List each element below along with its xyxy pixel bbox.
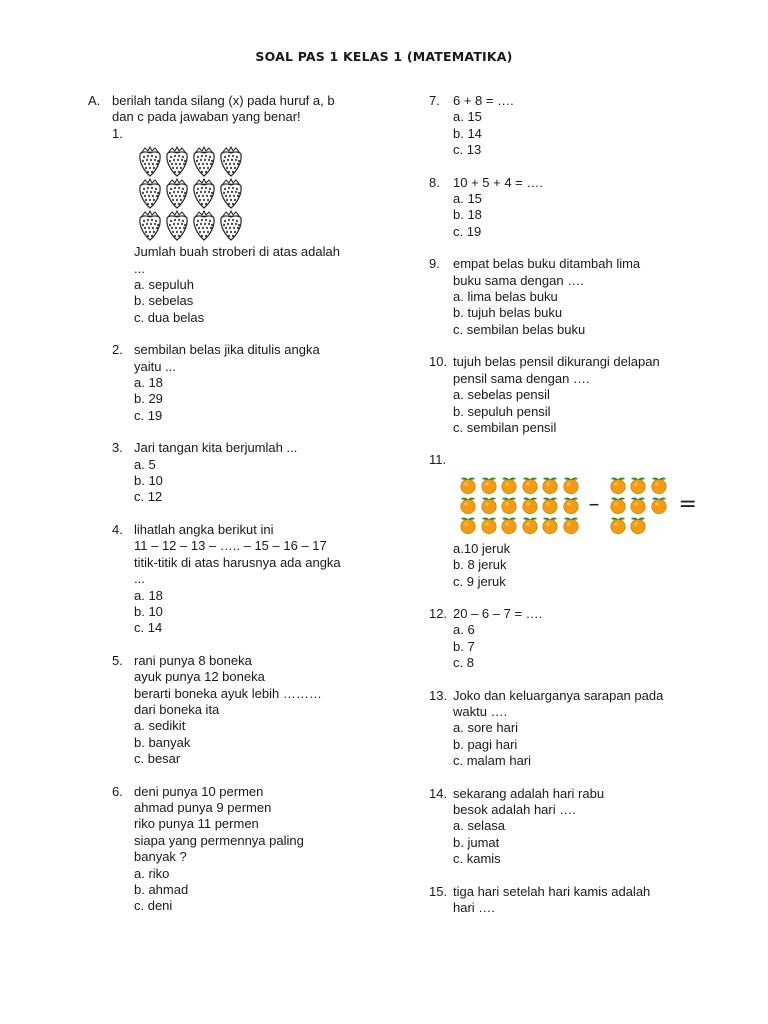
- question-number: 8.: [429, 174, 440, 190]
- orange-group-left: [458, 475, 581, 535]
- orange-icon: [561, 495, 581, 515]
- option-c[interactable]: c. besar: [134, 751, 181, 767]
- question-10: [429, 354, 689, 436]
- orange-icon: [628, 495, 648, 515]
- question-text: 20 – 6 – 7 = ….: [453, 605, 543, 621]
- question-text: besok adalah hari ….: [453, 801, 576, 817]
- option-a[interactable]: a.10 jeruk: [453, 540, 511, 556]
- orange-icon: [540, 475, 560, 495]
- question-text: berarti boneka ayuk lebih ………: [134, 685, 322, 701]
- orange-icon: [561, 515, 581, 535]
- option-b[interactable]: b. 10: [134, 603, 163, 619]
- strawberry-picture: [137, 146, 388, 242]
- question-text: 10 + 5 + 4 = ….: [453, 174, 543, 190]
- question-number: 1.: [112, 125, 123, 141]
- question-1: [112, 126, 388, 326]
- option-b[interactable]: b. ahmad: [134, 882, 189, 898]
- question-number: 13.: [429, 687, 448, 703]
- question-number: 2.: [112, 342, 123, 358]
- orange-icon: [628, 475, 648, 495]
- orange-icon: [499, 515, 519, 535]
- option-a[interactable]: a. 6: [453, 622, 475, 638]
- question-number: 7.: [429, 93, 440, 108]
- strawberry-icon: [137, 178, 163, 210]
- orange-icon: [649, 475, 669, 495]
- strawberry-icon: [218, 146, 244, 178]
- orange-icon: [540, 495, 560, 515]
- question-text: Joko dan keluarganya sarapan pada: [453, 687, 664, 703]
- question-text: rani punya 8 boneka: [134, 652, 252, 668]
- orange-group-right: [608, 475, 669, 535]
- question-11: [429, 452, 697, 590]
- option-a[interactable]: a. 5: [134, 456, 156, 472]
- option-c[interactable]: c. 9 jeruk: [453, 573, 506, 589]
- option-b[interactable]: b. sebelas: [134, 293, 194, 309]
- question-6: [112, 784, 388, 915]
- option-a[interactable]: a. selasa: [453, 818, 506, 834]
- question-text: ...: [134, 260, 145, 276]
- orange-icon: [499, 495, 519, 515]
- option-c[interactable]: c. 13: [453, 142, 482, 158]
- strawberry-icon: [218, 210, 244, 242]
- option-a[interactable]: a. riko: [134, 865, 170, 881]
- option-b[interactable]: b. pagi hari: [453, 736, 518, 752]
- instruction-line: berilah tanda silang (x) pada huruf a, b: [112, 93, 335, 108]
- option-b[interactable]: b. tujuh belas buku: [453, 305, 563, 321]
- question-number: 14.: [429, 785, 448, 801]
- option-a[interactable]: a. 18: [134, 375, 163, 391]
- option-c[interactable]: c. kamis: [453, 851, 501, 867]
- question-number: 6.: [112, 783, 123, 799]
- left-column: [88, 93, 388, 915]
- question-text: sekarang adalah hari rabu: [453, 785, 605, 801]
- orange-icon: [479, 515, 499, 535]
- question-number: 9.: [429, 256, 440, 272]
- question-text: dari boneka ita: [134, 701, 220, 717]
- option-b[interactable]: b. banyak: [134, 734, 191, 750]
- option-c[interactable]: c. deni: [134, 898, 173, 914]
- question-15: [429, 884, 689, 917]
- question-text: tiga hari setelah hari kamis adalah: [453, 883, 651, 899]
- orange-icon: [458, 495, 478, 515]
- question-5: [112, 653, 388, 768]
- orange-icon: [520, 475, 540, 495]
- question-number: 5.: [112, 652, 123, 668]
- question-13: [429, 688, 689, 770]
- question-text: tujuh belas pensil dikurangi delapan: [453, 354, 660, 370]
- equals-sign: =: [678, 491, 697, 517]
- orange-icon: [458, 515, 478, 535]
- section-a: [88, 93, 388, 915]
- question-7: [429, 93, 689, 159]
- orange-icon: [608, 515, 628, 535]
- option-c[interactable]: c. 12: [134, 489, 163, 505]
- question-text: sembilan belas jika ditulis angka: [134, 342, 320, 358]
- strawberry-icon: [137, 210, 163, 242]
- option-a[interactable]: a. sedikit: [134, 718, 186, 734]
- question-text: Jumlah buah stroberi di atas adalah: [134, 244, 340, 260]
- option-b[interactable]: b. jumat: [453, 834, 500, 850]
- orange-icon: [608, 495, 628, 515]
- option-b[interactable]: b. 8 jeruk: [453, 557, 507, 573]
- question-text: hari ….: [453, 900, 495, 916]
- option-c[interactable]: c. malam hari: [453, 753, 532, 769]
- question-text: waktu ….: [453, 703, 508, 719]
- option-c[interactable]: c. 8: [453, 655, 474, 671]
- option-c[interactable]: c. 14: [134, 620, 163, 636]
- option-a[interactable]: a. sore hari: [453, 720, 519, 736]
- question-text: 6 + 8 = ….: [453, 93, 514, 108]
- question-number: 3.: [112, 440, 123, 456]
- orange-icon: [520, 495, 540, 515]
- option-a[interactable]: a. 15: [453, 191, 482, 207]
- strawberry-icon: [191, 178, 217, 210]
- option-a[interactable]: a. sebelas pensil: [453, 387, 550, 403]
- orange-icon: [520, 515, 540, 535]
- strawberry-icon: [191, 210, 217, 242]
- strawberry-icon: [164, 178, 190, 210]
- orange-icon: [540, 515, 560, 535]
- option-b[interactable]: b. 10: [134, 473, 163, 489]
- orange-icon: [479, 475, 499, 495]
- question-8: [429, 175, 689, 241]
- question-text: riko punya 11 permen: [134, 816, 259, 832]
- option-c[interactable]: c. dua belas: [134, 309, 205, 325]
- question-text: pensil sama dengan ….: [453, 370, 590, 386]
- question-text: Jari tangan kita berjumlah ...: [134, 440, 298, 456]
- question-text: titik-titik di atas harusnya ada angka: [134, 554, 341, 570]
- orange-subtraction-picture: [458, 475, 697, 535]
- orange-icon: [499, 475, 519, 495]
- page-title: SOAL PAS 1 KELAS 1 (MATEMATIKA): [255, 49, 513, 64]
- option-c[interactable]: c. 19: [134, 407, 163, 423]
- option-a[interactable]: a. 18: [134, 587, 163, 603]
- strawberry-icon: [218, 178, 244, 210]
- option-c[interactable]: c. sembilan pensil: [453, 419, 557, 435]
- question-2: [112, 342, 388, 424]
- strawberry-icon: [137, 146, 163, 178]
- question-text: ahmad punya 9 permen: [134, 799, 272, 815]
- orange-icon: [479, 495, 499, 515]
- section-label: A.: [88, 93, 101, 108]
- option-b[interactable]: b. 14: [453, 125, 482, 141]
- orange-icon: [608, 475, 628, 495]
- option-a[interactable]: a. lima belas buku: [453, 289, 558, 305]
- question-9: [429, 256, 689, 338]
- question-14: [429, 786, 689, 868]
- question-text: yaitu ...: [134, 358, 176, 374]
- question-text: deni punya 10 permen: [134, 783, 264, 799]
- question-text: lihatlah angka berikut ini: [134, 521, 274, 537]
- question-12: [429, 606, 689, 672]
- right-column: [429, 93, 697, 916]
- question-number: 11.: [429, 452, 447, 468]
- orange-icon: [649, 495, 669, 515]
- question-4: [112, 522, 388, 637]
- question-number: 10.: [429, 354, 448, 370]
- question-text: ayuk punya 12 boneka: [134, 669, 265, 685]
- question-number: 12.: [429, 605, 448, 621]
- question-text: banyak ?: [134, 849, 187, 865]
- orange-icon: [628, 515, 648, 535]
- option-b[interactable]: b. 7: [453, 638, 475, 654]
- instruction-line: dan c pada jawaban yang benar!: [112, 109, 301, 125]
- option-c[interactable]: c. sembilan belas buku: [453, 321, 586, 337]
- option-a[interactable]: a. 15: [453, 109, 482, 125]
- question-3: [112, 440, 388, 506]
- orange-icon: [458, 475, 478, 495]
- question-text: siapa yang permennya paling: [134, 832, 304, 848]
- strawberry-icon: [164, 146, 190, 178]
- orange-icon: [561, 475, 581, 495]
- option-b[interactable]: b. sepuluh pensil: [453, 403, 551, 419]
- question-text: empat belas buku ditambah lima: [453, 256, 641, 272]
- question-number: 15.: [429, 883, 448, 899]
- option-b[interactable]: b. 29: [134, 391, 163, 407]
- option-c[interactable]: c. 19: [453, 223, 482, 239]
- minus-sign: –: [588, 491, 600, 517]
- question-number: 4.: [112, 521, 123, 537]
- option-b[interactable]: b. 18: [453, 207, 482, 223]
- option-a[interactable]: a. sepuluh: [134, 277, 194, 293]
- question-text: ...: [134, 571, 145, 587]
- strawberry-icon: [191, 146, 217, 178]
- question-text: buku sama dengan ….: [453, 272, 584, 288]
- question-text: 11 – 12 – 13 – ….. – 15 – 16 – 17: [134, 538, 327, 554]
- strawberry-icon: [164, 210, 190, 242]
